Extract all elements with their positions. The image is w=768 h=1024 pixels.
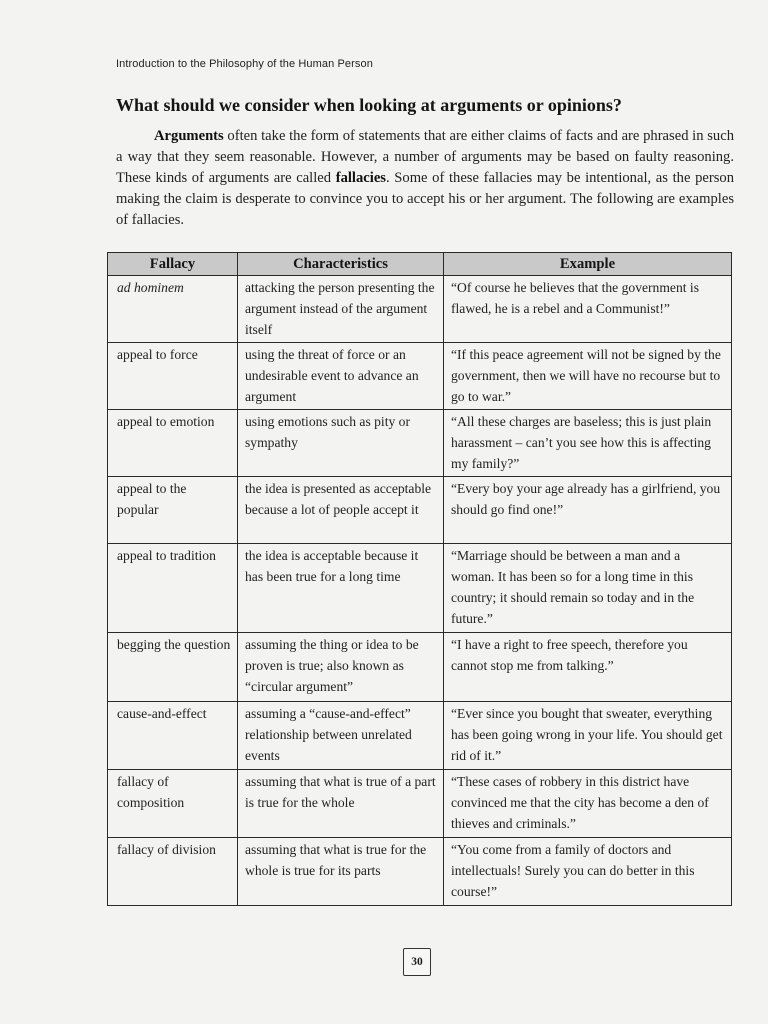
fallacy-characteristics: using emotions such as pity or sympathy — [238, 410, 444, 477]
table-row — [108, 410, 732, 477]
fallacy-name: cause-and-effect — [108, 702, 238, 770]
fallacy-characteristics: the idea is presented as acceptable because a lot of people accept it — [238, 477, 444, 544]
fallacy-name: appeal to tradition — [108, 544, 238, 633]
table-row — [108, 770, 732, 838]
section-heading: What should we consider when looking at arguments or opinions? — [116, 95, 622, 115]
fallacy-characteristics: using the threat of force or an undesirable event to advance an argument — [238, 343, 444, 410]
table-row — [108, 633, 732, 702]
fallacy-example: “I have a right to free speech, therefore you cannot stop me from talking.” — [444, 633, 732, 702]
fallacy-characteristics: assuming that what is true for the whole is true for its parts — [238, 838, 444, 906]
fallacy-name: fallacy of composition — [108, 770, 238, 838]
table-row — [108, 544, 732, 633]
table-row — [108, 702, 732, 770]
fallacy-name: begging the question — [108, 633, 238, 702]
fallacy-example: “If this peace agreement will not be signed by the government, then we will have no recourse but to go to war.” — [444, 343, 732, 410]
column-header-characteristics: Characteristics — [238, 253, 444, 276]
page-number: 30 — [403, 948, 431, 976]
fallacies-table — [107, 252, 732, 906]
fallacy-name: appeal to force — [108, 343, 238, 410]
fallacy-name: appeal to emotion — [108, 410, 238, 477]
fallacy-example: “Every boy your age already has a girlfriend, you should go find one!” — [444, 477, 732, 544]
fallacy-example: “Marriage should be between a man and a woman. It has been so for a long time in this country; it should remain so today and in the future.” — [444, 544, 732, 633]
fallacy-name: fallacy of division — [108, 838, 238, 906]
table-row — [108, 838, 732, 906]
fallacy-example: “You come from a family of doctors and intellectuals! Surely you can do better in this course!” — [444, 838, 732, 906]
fallacy-characteristics: assuming that what is true of a part is true for the whole — [238, 770, 444, 838]
fallacy-example: “These cases of robbery in this district have convinced me that the city has become a den of thieves and criminals.” — [444, 770, 732, 838]
fallacy-name: ad hominem — [108, 276, 238, 343]
table-row — [108, 276, 732, 343]
fallacy-characteristics: the idea is acceptable because it has been true for a long time — [238, 544, 444, 633]
fallacy-example: “Ever since you bought that sweater, everything has been going wrong in your life. You should get rid of it.” — [444, 702, 732, 770]
fallacy-example: “All these charges are baseless; this is just plain harassment – can’t you see how this is affecting my family?” — [444, 410, 732, 477]
intro-text-2: . Some of these fallacies may be intentional, as the person making the claim is desperate to convince you to accept his or her argument. The following are examples of fallacies. — [116, 170, 734, 228]
fallacy-characteristics: assuming a “cause-and-effect” relationship between unrelated events — [238, 702, 444, 770]
column-header-fallacy: Fallacy — [108, 253, 238, 276]
table-row — [108, 343, 732, 410]
fallacy-characteristics: attacking the person presenting the argument instead of the argument itself — [238, 276, 444, 343]
table-row — [108, 477, 732, 544]
column-header-example: Example — [444, 253, 732, 276]
intro-text-1: often take the form of statements that are either claims of facts and are phrased in such a way that they seem reasonable. However, a number of arguments may be based on faulty reasoning. These kinds of arguments are called — [116, 128, 734, 186]
running-head: Introduction to the Philosophy of the Human Person — [116, 58, 373, 70]
term-arguments: Arguments — [154, 128, 224, 144]
intro-paragraph — [116, 126, 734, 231]
fallacy-name: appeal to the popular — [108, 477, 238, 544]
table-header-row — [108, 253, 732, 276]
fallacy-characteristics: assuming the thing or idea to be proven is true; also known as “circular argument” — [238, 633, 444, 702]
fallacy-example: “Of course he believes that the government is flawed, he is a rebel and a Communist!” — [444, 276, 732, 343]
term-fallacies: fallacies — [335, 170, 386, 186]
